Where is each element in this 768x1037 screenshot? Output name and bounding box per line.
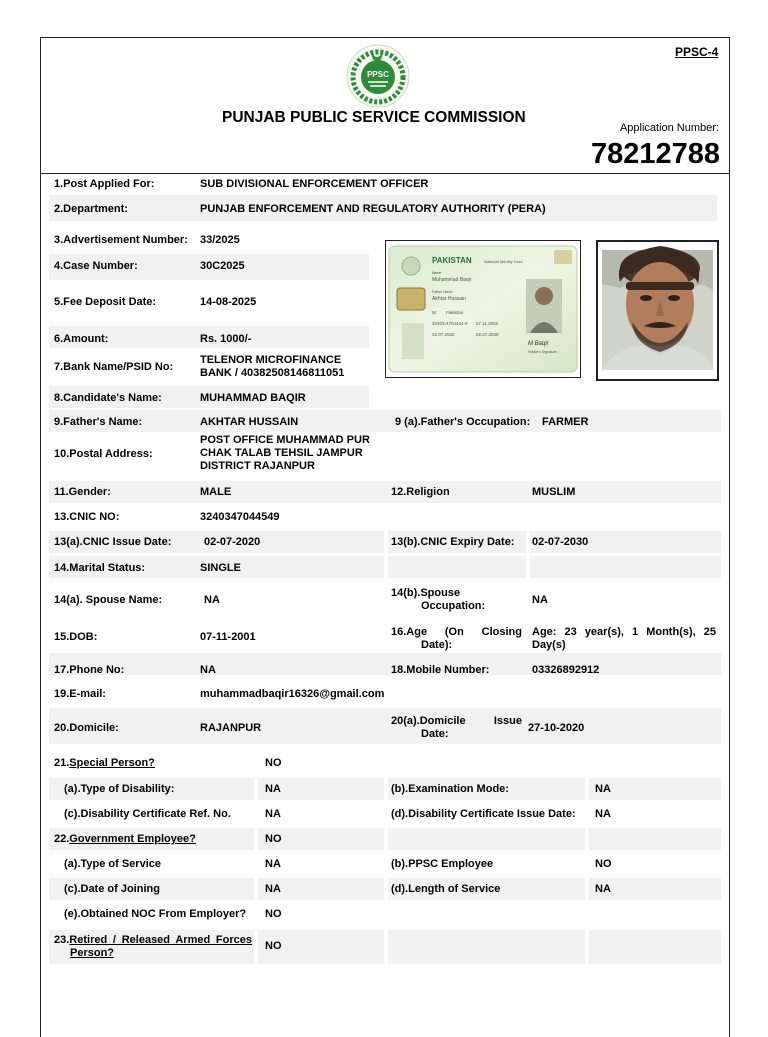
dob-label: 15.DOB: [54, 631, 98, 643]
cnic-label: 13.CNIC NO: [54, 511, 120, 523]
cnic-issue-label: 13(a).CNIC Issue Date: [54, 536, 172, 548]
government-employee-value: NO [265, 833, 282, 845]
father-name-label: 9.Father's Name: [54, 416, 143, 428]
dob-value: 07-11-2001 [200, 631, 256, 643]
armed-forces-label: 23.Retired / Released Armed Forces Person? [54, 934, 252, 959]
disability-type-label: (a).Type of Disability: [64, 783, 175, 795]
age-label: 16.Age (On Closing [391, 626, 522, 638]
service-type-value: NA [265, 858, 281, 870]
spouse-occupation-value: NA [532, 594, 548, 606]
domicile-label: 20.Domicile: [54, 722, 119, 734]
disability-type-value: NA [265, 783, 281, 795]
special-person-value: NO [265, 757, 282, 769]
candidate-photo [596, 240, 719, 381]
gender-value: MALE [200, 486, 232, 498]
case-number-label: 4.Case Number: [54, 260, 138, 272]
domicile-issue-label-2: Date: [421, 728, 449, 740]
cnic-card-country: PAKISTAN [432, 256, 472, 265]
ppsc-employee-value: NO [595, 858, 612, 870]
disability-cert-ref-value: NA [265, 808, 281, 820]
religion-label: 12.Religion [391, 486, 450, 498]
email-label: 19.E-mail: [54, 688, 106, 700]
cnic-card-name: Muhammad Baqir [432, 277, 472, 283]
cnic-card-father: Akhtar Hussain [432, 296, 466, 302]
bank-value: TELENOR MICROFINANCE BANK / 40382508146811051 [200, 354, 345, 379]
cnic-issue-value: 02-07-2020 [204, 536, 261, 548]
case-number-value: 30C2025 [200, 260, 245, 272]
cnic-card-fathercap: Father Name [432, 290, 453, 294]
amount-value: Rs. 1000/- [200, 333, 252, 345]
exam-mode-value: NA [595, 783, 611, 795]
service-length-value: NA [595, 883, 611, 895]
advertisement-label: 3.Advertisement Number: [54, 234, 188, 246]
phone-value: NA [200, 664, 216, 676]
age-value-2: Day(s) [532, 639, 566, 651]
spouse-occupation-label-2: Occupation: [421, 600, 486, 612]
special-person-label: 21.Special Person? [54, 757, 155, 769]
logo-text: PPSC [367, 70, 389, 79]
cnic-card-title: National Identity Card [484, 259, 523, 264]
cnic-card-holdersig: Holder's Signature [528, 350, 557, 354]
address-label: 10.Postal Address: [54, 448, 153, 460]
cnic-card-issue: 02.07.2020 [432, 332, 455, 337]
application-form [40, 37, 730, 1037]
advertisement-value: 33/2025 [200, 234, 240, 246]
cnic-card-image [385, 240, 581, 378]
marital-status-label: 14.Marital Status: [54, 562, 146, 574]
candidate-name-value: MUHAMMAD BAQIR [200, 392, 306, 404]
religion-value: MUSLIM [532, 486, 576, 498]
cnic-card-namecap: Name [432, 271, 442, 275]
cnic-card-gender: M [432, 310, 436, 315]
application-number: 78212788 [590, 138, 720, 170]
age-value: Age: 23 year(s), 1 Month(s), 25 [532, 626, 716, 638]
age-label-2: Date): [421, 639, 453, 651]
candidate-name-label: 8.Candidate's Name: [54, 392, 162, 404]
ppsc-logo [346, 44, 410, 108]
cnic-card-sign: M Baqir [528, 341, 549, 347]
cnic-value: 3240347044549 [200, 511, 280, 523]
fee-date-label: 5.Fee Deposit Date: [54, 296, 157, 308]
cnic-card-stay: Pakistan [446, 310, 464, 315]
form-code: PPSC-4 [675, 45, 719, 59]
fee-date-value: 14-08-2025 [200, 296, 257, 308]
phone-label: 17.Phone No: [54, 664, 125, 676]
domicile-value: RAJANPUR [200, 722, 262, 734]
marital-status-value: SINGLE [200, 562, 241, 574]
domicile-issue-value: 27-10-2020 [528, 722, 585, 734]
spouse-name-value: NA [204, 594, 220, 606]
joining-date-label: (c).Date of Joining [64, 883, 160, 895]
government-employee-label: 22.Government Employee? [54, 833, 196, 845]
armed-forces-value: NO [265, 940, 282, 952]
domicile-issue-label: 20(a).Domicile Issue [391, 715, 522, 727]
ppsc-employee-label: (b).PPSC Employee [391, 858, 494, 870]
bank-label: 7.Bank Name/PSID No: [54, 361, 174, 373]
department-label: 2.Department: [54, 203, 128, 215]
disability-cert-date-label: (d).Disability Certificate Issue Date: [391, 808, 576, 820]
email-value: muhammadbaqir16326@gmail.com [200, 688, 385, 700]
cnic-card-dob: 07.11.2001 [476, 321, 499, 326]
mobile-value: 03326892912 [532, 664, 600, 676]
post-value: SUB DIVISIONAL ENFORCEMENT OFFICER [200, 178, 429, 190]
joining-date-value: NA [265, 883, 281, 895]
spouse-occupation-label: 14(b).Spouse [391, 587, 461, 599]
mobile-label: 18.Mobile Number: [391, 664, 490, 676]
amount-label: 6.Amount: [54, 333, 109, 345]
service-length-label: (d).Length of Service [391, 883, 501, 895]
cnic-card-expiry: 02.07.2030 [476, 332, 499, 337]
header-divider [41, 173, 729, 174]
page-title: PUNJAB PUBLIC SERVICE COMMISSION [222, 109, 526, 126]
application-number-label: Application Number: [619, 122, 719, 134]
cnic-expiry-value: 02-07-2030 [532, 536, 589, 548]
father-occupation-label: 9 (a).Father's Occupation: [395, 416, 531, 428]
disability-cert-ref-label: (c).Disability Certificate Ref. No. [64, 808, 231, 820]
cnic-expiry-label: 13(b).CNIC Expiry Date: [391, 536, 515, 548]
father-name-value: AKHTAR HUSSAIN [200, 416, 299, 428]
address-value: POST OFFICE MUHAMMAD PUR CHAK TALAB TEHSIL JAMPUR DISTRICT RAJANPUR [200, 434, 370, 472]
post-label: 1.Post Applied For: [54, 178, 155, 190]
gender-label: 11.Gender: [54, 486, 111, 498]
noc-value: NO [265, 908, 282, 920]
noc-label: (e).Obtained NOC From Employer? [64, 908, 247, 920]
spouse-name-label: 14(a). Spouse Name: [54, 594, 163, 606]
department-value: PUNJAB ENFORCEMENT AND REGULATORY AUTHORITY (PERA) [200, 203, 546, 215]
exam-mode-label: (b).Examination Mode: [391, 783, 509, 795]
father-occupation-value: FARMER [542, 416, 589, 428]
disability-cert-date-value: NA [595, 808, 611, 820]
cnic-card-number: 32403-4704454-9 [432, 321, 468, 326]
service-type-label: (a).Type of Service [64, 858, 161, 870]
